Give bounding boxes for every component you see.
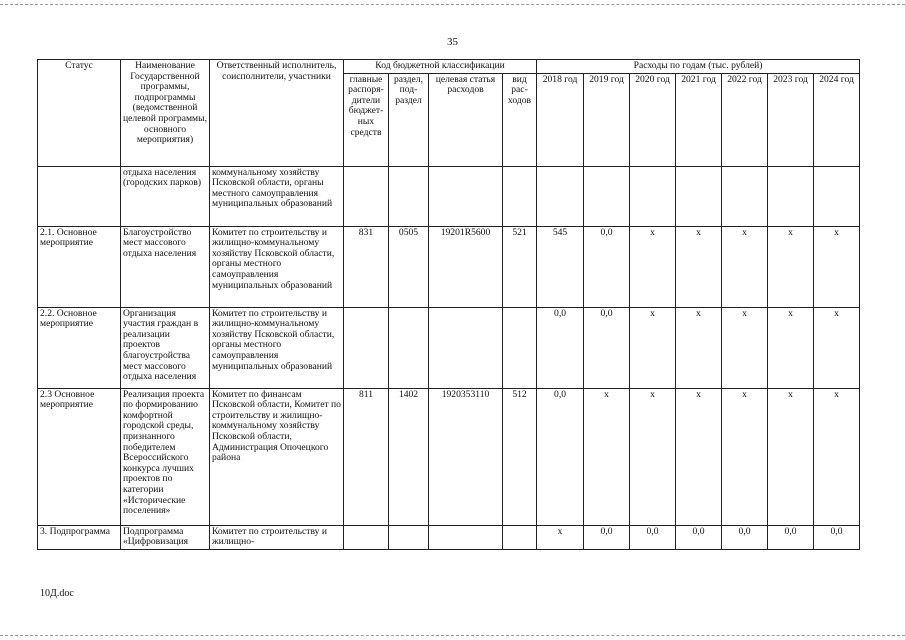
cell-name: отдыха населения (городских парков) bbox=[121, 166, 210, 226]
cell-article: 19201R5600 bbox=[429, 226, 503, 307]
cell-2018: х bbox=[537, 525, 584, 549]
cell-2021: х bbox=[676, 307, 722, 388]
cell-section: 0505 bbox=[389, 226, 429, 307]
header-year-2022: 2022 год bbox=[722, 73, 768, 166]
cell-status: 2.1. Основное мероприятие bbox=[38, 226, 121, 307]
cell-2019: х bbox=[584, 388, 630, 525]
cell-section bbox=[389, 525, 429, 549]
budget-table bbox=[37, 59, 860, 550]
cell-section bbox=[389, 307, 429, 388]
cell-2022: х bbox=[722, 307, 768, 388]
cell-2022 bbox=[722, 166, 768, 226]
cell-article bbox=[429, 166, 503, 226]
cell-2020 bbox=[630, 166, 676, 226]
cell-main bbox=[344, 307, 389, 388]
cell-2019: 0,0 bbox=[584, 307, 630, 388]
cell-2021: 0,0 bbox=[676, 525, 722, 549]
cell-2023: х bbox=[768, 388, 814, 525]
header-bcc-type: вид рас-ходов bbox=[503, 73, 537, 166]
cell-type: 512 bbox=[503, 388, 537, 525]
table-row bbox=[38, 525, 860, 549]
cell-2024: х bbox=[814, 388, 860, 525]
header-name: Наименование Государственной программы, подпрограммы (ведомственной целевой программы, основного мероприятия) bbox=[121, 60, 210, 167]
header-year-2020: 2020 год bbox=[630, 73, 676, 166]
cell-status: 3. Подпрограмма bbox=[38, 525, 121, 549]
cell-name: Подпрограмма «Цифровизация bbox=[121, 525, 210, 549]
cell-type bbox=[503, 307, 537, 388]
cell-article bbox=[429, 525, 503, 549]
header-year-2024: 2024 год bbox=[814, 73, 860, 166]
cell-2019: 0,0 bbox=[584, 226, 630, 307]
cell-article bbox=[429, 307, 503, 388]
cell-name: Реализация проекта по формированию комфортной городской среды, признанного победителем Всероссийского конкурса лучших проектов по категории «Исторические поселения» bbox=[121, 388, 210, 525]
cell-2019: 0,0 bbox=[584, 525, 630, 549]
cell-executor: Комитет по финансам Псковской области, Комитет по строительству и жилищно-коммунальному хозяйству Псковской области, Администрация Опочецкого района bbox=[210, 388, 344, 525]
cell-name: Организация участия граждан в реализации проектов благоустройства мест массового отдыха населения bbox=[121, 307, 210, 388]
cell-section: 1402 bbox=[389, 388, 429, 525]
cell-main: 831 bbox=[344, 226, 389, 307]
header-bcc-main: главные распоря-дители бюджет-ных средств bbox=[344, 73, 389, 166]
cell-2023: х bbox=[768, 226, 814, 307]
cell-type bbox=[503, 166, 537, 226]
scan-edge-bottom bbox=[0, 635, 905, 636]
cell-section bbox=[389, 166, 429, 226]
cell-2018: 545 bbox=[537, 226, 584, 307]
cell-2021 bbox=[676, 166, 722, 226]
cell-2020: х bbox=[630, 307, 676, 388]
cell-status bbox=[38, 166, 121, 226]
cell-main bbox=[344, 525, 389, 549]
table-row bbox=[38, 226, 860, 307]
cell-2022: х bbox=[722, 388, 768, 525]
page-number: 35 bbox=[447, 36, 458, 48]
header-bcc-section: раздел, под-раздел bbox=[389, 73, 429, 166]
header-year-2018: 2018 год bbox=[537, 73, 584, 166]
header-executor: Ответственный исполнитель, соисполнители, участники bbox=[210, 60, 344, 167]
header-row-top bbox=[38, 60, 860, 74]
cell-type: 521 bbox=[503, 226, 537, 307]
table-row bbox=[38, 307, 860, 388]
cell-article: 1920353110 bbox=[429, 388, 503, 525]
header-year-2021: 2021 год bbox=[676, 73, 722, 166]
cell-2023: 0,0 bbox=[768, 525, 814, 549]
cell-2019 bbox=[584, 166, 630, 226]
header-expenses-group: Расходы по годам (тыс. рублей) bbox=[537, 60, 860, 74]
cell-2018: 0,0 bbox=[537, 307, 584, 388]
cell-2021: х bbox=[676, 388, 722, 525]
cell-2020: х bbox=[630, 226, 676, 307]
cell-main: 811 bbox=[344, 388, 389, 525]
footer-file-name: 10Д.doc bbox=[40, 588, 74, 599]
cell-2024: 0,0 bbox=[814, 525, 860, 549]
cell-2023 bbox=[768, 166, 814, 226]
cell-2018 bbox=[537, 166, 584, 226]
header-year-2023: 2023 год bbox=[768, 73, 814, 166]
cell-executor: коммунальному хозяйству Псковской области, органы местного самоуправления муниципальных образований bbox=[210, 166, 344, 226]
cell-2022: 0,0 bbox=[722, 525, 768, 549]
table-row bbox=[38, 388, 860, 525]
cell-name: Благоустройство мест массового отдыха населения bbox=[121, 226, 210, 307]
cell-executor: Комитет по строительству и жилищно-коммунальному хозяйству Псковской области, органы местного самоуправления муниципальных образований bbox=[210, 307, 344, 388]
cell-2022: х bbox=[722, 226, 768, 307]
cell-2024: х bbox=[814, 307, 860, 388]
cell-2021: х bbox=[676, 226, 722, 307]
cell-2018: 0,0 bbox=[537, 388, 584, 525]
cell-2020: х bbox=[630, 388, 676, 525]
cell-2023: х bbox=[768, 307, 814, 388]
cell-2020: 0,0 bbox=[630, 525, 676, 549]
header-status: Статус bbox=[38, 60, 121, 167]
cell-status: 2.3 Основное мероприятие bbox=[38, 388, 121, 525]
table-row bbox=[38, 166, 860, 226]
header-bcc-article: целевая статья расходов bbox=[429, 73, 503, 166]
cell-status: 2.2. Основное мероприятие bbox=[38, 307, 121, 388]
cell-2024 bbox=[814, 166, 860, 226]
cell-type bbox=[503, 525, 537, 549]
header-year-2019: 2019 год bbox=[584, 73, 630, 166]
scan-edge-top bbox=[0, 4, 905, 5]
cell-main bbox=[344, 166, 389, 226]
header-bcc-group: Код бюджетной классификации bbox=[344, 60, 537, 74]
cell-2024: х bbox=[814, 226, 860, 307]
cell-executor: Комитет по строительству и жилищно- bbox=[210, 525, 344, 549]
cell-executor: Комитет по строительству и жилищно-коммунальному хозяйству Псковской области, органы местного самоуправления муниципальных образований bbox=[210, 226, 344, 307]
